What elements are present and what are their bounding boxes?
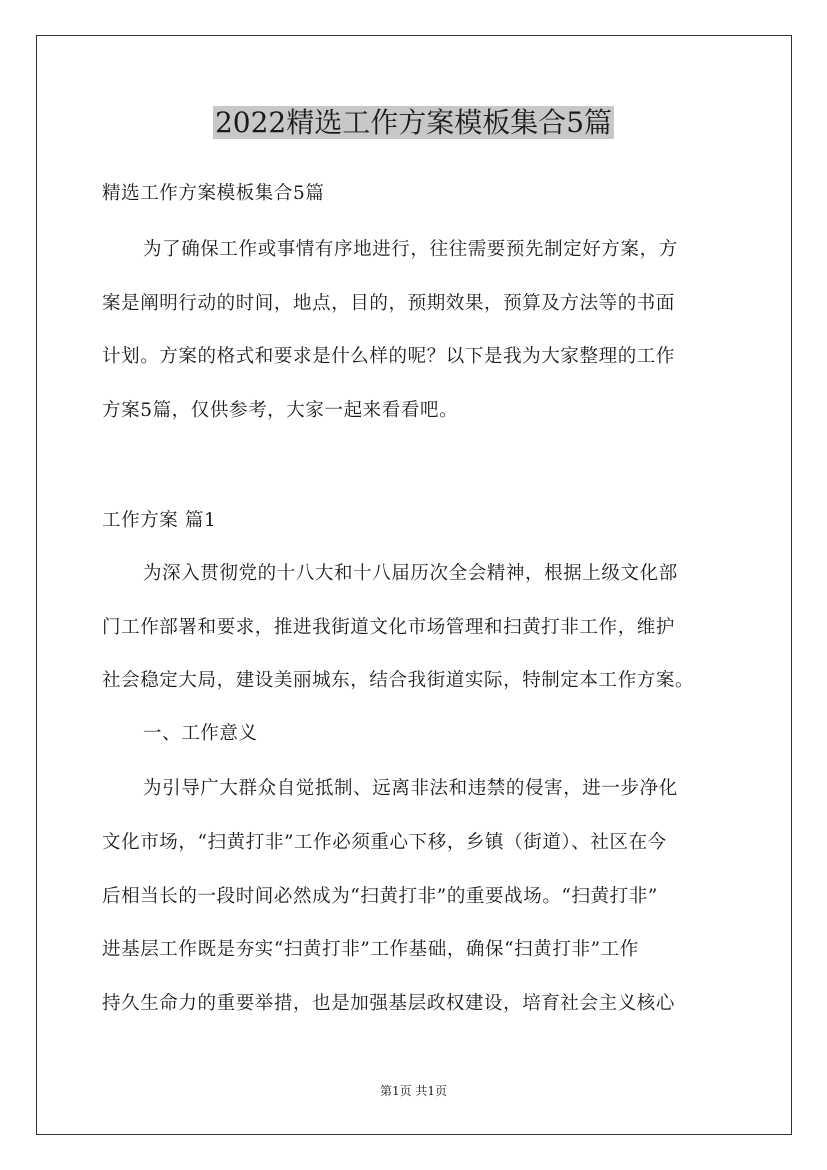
- body-paragraph-line: 为引导广大群众自觉抵制、远离非法和违禁的侵害，进一步净化: [143, 778, 678, 799]
- document-title-text: 2022精选工作方案模板集合5篇: [214, 106, 613, 139]
- document-title: [0, 103, 827, 143]
- section-heading: 工作方案 篇1: [102, 510, 217, 531]
- body-paragraph-line: 持久生命力的重要举措，也是加强基层政权建设，培育社会主义核心: [102, 993, 676, 1014]
- section-paragraph-line: 社会稳定大局，建设美丽城东，结合我街道实际，特制定本工作方案。: [102, 670, 695, 691]
- document-subtitle: 精选工作方案模板集合5篇: [102, 183, 325, 204]
- sub-heading: 一、工作意义: [143, 723, 258, 744]
- body-paragraph-line: 后相当长的一段时间必然成为“扫黄打非”的重要战场。“扫黄打非”: [102, 886, 658, 907]
- body-paragraph-line: 文化市场，“扫黄打非”工作必须重心下移，乡镇（街道）、社区在今: [102, 832, 667, 853]
- intro-line: 为了确保工作或事情有序地进行，往往需要预先制定好方案，方: [143, 239, 678, 260]
- section-paragraph-line: 门工作部署和要求，推进我街道文化市场管理和扫黄打非工作，维护: [102, 617, 676, 638]
- intro-line: 案是阐明行动的时间，地点，目的，预期效果，预算及方法等的书面: [102, 293, 676, 314]
- intro-line: 方案5篇，仅供参考，大家一起来看看吧。: [102, 400, 459, 421]
- section-paragraph-line: 为深入贯彻党的十八大和十八届历次全会精神，根据上级文化部: [143, 563, 678, 584]
- page-footer: 第1页 共1页: [379, 1084, 448, 1098]
- body-paragraph-line: 进基层工作既是夯实“扫黄打非”工作基础，确保“扫黄打非”工作: [102, 939, 639, 960]
- intro-line: 计划。方案的格式和要求是什么样的呢？以下是我为大家整理的工作: [102, 346, 676, 367]
